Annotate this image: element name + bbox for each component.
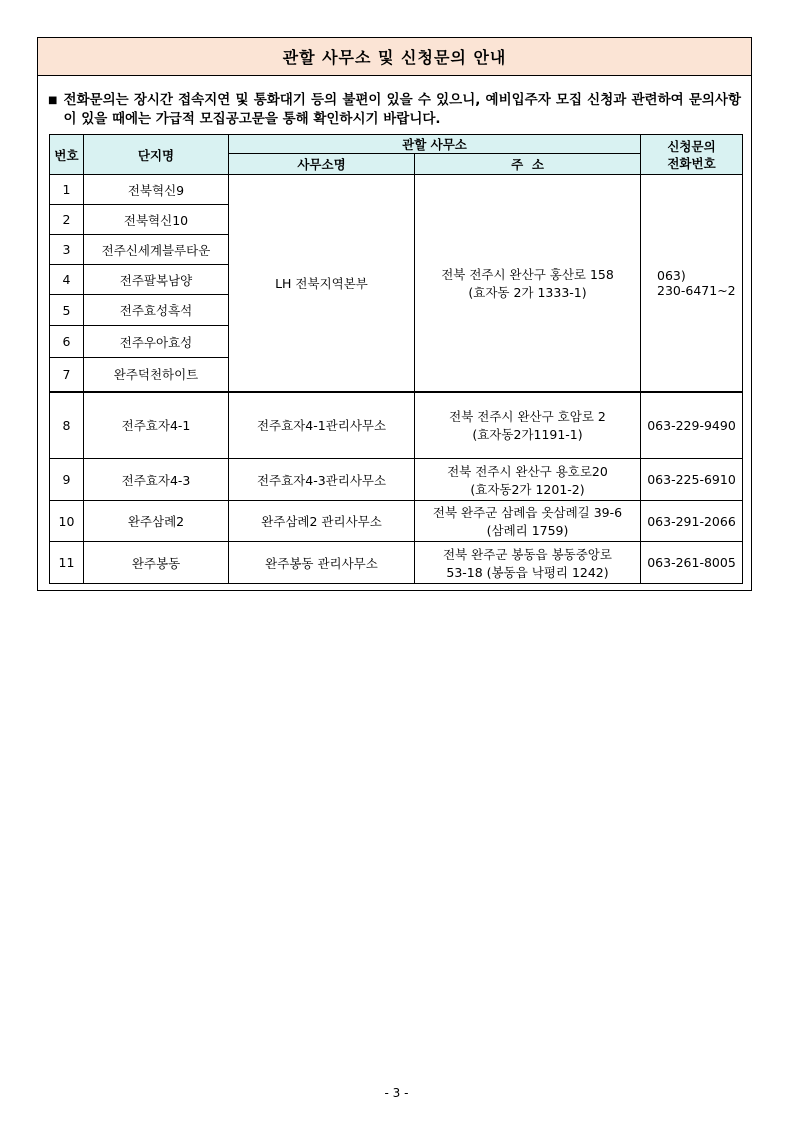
address-line: 전북 완주군 봉동읍 봉동중앙로 — [443, 546, 612, 562]
notice-text: 전화문의는 장시간 접속지연 및 통화대기 등의 불편이 있을 수 있으니, 예비입주자 모집 신청과 관련하여 문의사항이 있을 때에는 가급적 모집공고문을 통해 확인하시기 바랍니다. — [63, 92, 741, 127]
table-row — [50, 175, 743, 205]
address-line: (효자동2가1191-1) — [472, 427, 583, 443]
cell-no: 7 — [50, 358, 84, 392]
table-row — [50, 501, 743, 542]
header-office-group: 관할 사무소 — [229, 135, 641, 154]
cell-office: LH 전북지역본부 — [229, 175, 415, 392]
cell-phone: 063-229-9490 — [641, 392, 743, 459]
cell-complex: 전주효자4-1 — [84, 392, 229, 459]
cell-phone: 063-291-2066 — [641, 501, 743, 542]
table-row — [50, 542, 743, 584]
cell-no: 11 — [50, 542, 84, 584]
page-number: - 3 - — [384, 1086, 409, 1100]
address-line: 전북 전주시 완산구 홍산로 158 — [441, 266, 614, 282]
cell-no: 5 — [50, 295, 84, 326]
header-phone: 신청문의 전화번호 — [641, 135, 743, 175]
cell-complex: 완주덕천하이트 — [84, 358, 229, 392]
address-line: (효자동2가 1201-2) — [470, 481, 585, 497]
cell-address — [415, 459, 641, 501]
cell-phone: 063-225-6910 — [641, 459, 743, 501]
cell-no: 2 — [50, 205, 84, 235]
phone-line: 063) — [657, 267, 686, 283]
notice-paragraph — [48, 91, 741, 129]
header-complex: 단지명 — [84, 135, 229, 175]
notice-box — [37, 37, 752, 591]
cell-address — [415, 392, 641, 459]
cell-complex: 전주효성흑석 — [84, 295, 229, 326]
cell-complex: 전주신세계블루타운 — [84, 235, 229, 265]
cell-phone — [641, 175, 743, 392]
cell-no: 3 — [50, 235, 84, 265]
cell-no: 10 — [50, 501, 84, 542]
cell-no: 8 — [50, 392, 84, 459]
cell-no: 9 — [50, 459, 84, 501]
cell-complex: 전주우아효성 — [84, 326, 229, 358]
cell-no: 4 — [50, 265, 84, 295]
table-row — [50, 459, 743, 501]
cell-address — [415, 501, 641, 542]
cell-office: 완주삼례2 관리사무소 — [229, 501, 415, 542]
cell-complex: 완주봉동 — [84, 542, 229, 584]
cell-address — [415, 175, 641, 392]
office-table — [49, 134, 743, 584]
cell-complex: 전북혁신9 — [84, 175, 229, 205]
cell-no: 1 — [50, 175, 84, 205]
header-address: 주 소 — [415, 154, 641, 175]
address-line: 53-18 (봉동읍 낙평리 1242) — [446, 564, 609, 580]
cell-office: 전주효자4-3관리사무소 — [229, 459, 415, 501]
table-row — [50, 392, 743, 459]
header-office-name: 사무소명 — [229, 154, 415, 175]
section-title: 관할 사무소 및 신청문의 안내 — [38, 38, 751, 76]
cell-phone: 063-261-8005 — [641, 542, 743, 584]
header-no: 번호 — [50, 135, 84, 175]
phone-line: 230-6471~2 — [657, 282, 736, 298]
address-line: (삼례리 1759) — [486, 523, 569, 538]
cell-office: 전주효자4-1관리사무소 — [229, 392, 415, 459]
address-line: 전북 전주시 완산구 호암로 2 — [449, 409, 606, 425]
cell-complex: 전북혁신10 — [84, 205, 229, 235]
cell-office: 완주봉동 관리사무소 — [229, 542, 415, 584]
cell-complex: 전주효자4-3 — [84, 459, 229, 501]
address-line: 전북 전주시 완산구 용호로20 — [447, 463, 608, 479]
cell-address — [415, 542, 641, 584]
square-bullet-icon: ■ — [48, 95, 58, 106]
cell-no: 6 — [50, 326, 84, 358]
address-line: (효자동 2가 1333-1) — [468, 284, 587, 300]
cell-complex: 완주삼례2 — [84, 501, 229, 542]
cell-complex: 전주팔복남양 — [84, 265, 229, 295]
address-line: 전북 완주군 삼례읍 옷삼례길 39-6 — [432, 505, 623, 520]
